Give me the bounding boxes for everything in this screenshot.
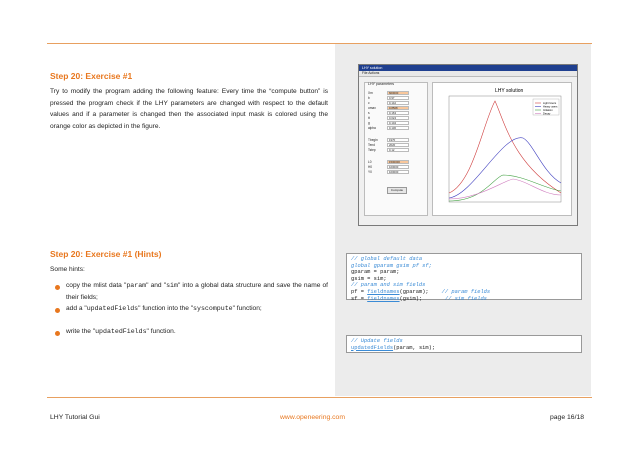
section1-paragraph: Try to modify the program adding the following feature: Every time the “compute button” is pressed the program check if the LHY parameters are changed with respect to the default values and if a parameter is changed then the associated input mask is colored using the orange color as depicted in the figure. <box>50 88 328 130</box>
parameters-panel <box>364 82 428 216</box>
param-label-inits-2: Y0 <box>368 170 372 174</box>
param-label-inits-1: H0 <box>368 165 373 169</box>
param-input-inits-1[interactable]: 100000 <box>387 165 409 169</box>
param-input-params-2[interactable]: 0.142 <box>387 101 409 105</box>
code-block-2: // Update fields updatedFields(param, sim); <box>346 335 582 353</box>
param-input-params-4[interactable]: 0.163 <box>387 111 409 115</box>
bullet-1 <box>55 285 60 290</box>
param-label-params-0: Xm <box>368 91 373 95</box>
param-label-params-1: b <box>368 96 370 100</box>
hints-intro: Some hints: <box>50 266 85 273</box>
param-label-params-3: omax <box>368 106 376 110</box>
footer-rule <box>47 397 592 398</box>
param-input-params-5[interactable]: 0.024 <box>387 116 409 120</box>
param-label-times-0: Tbegin <box>368 138 378 142</box>
param-label-times-1: Tend <box>368 143 375 147</box>
param-input-inits-2[interactable]: 100000 <box>387 170 409 174</box>
param-input-params-7[interactable]: 0.130 <box>387 126 409 130</box>
hint-3: write the "updatedFields" function. <box>66 328 176 335</box>
solution-plot-svg <box>433 83 571 215</box>
param-input-params-0[interactable]: 600000 <box>387 91 409 95</box>
param-label-params-2: c <box>368 101 370 105</box>
code-sim: sim <box>166 282 178 289</box>
param-input-params-1[interactable]: 0.97 <box>387 96 409 100</box>
series-heavy-users <box>449 138 561 198</box>
footer-website-link[interactable]: www.openeering.com <box>280 414 345 421</box>
bullet-2 <box>55 308 60 313</box>
app-window-menu: File Actions <box>359 71 577 77</box>
param-label-params-5: tt <box>368 116 370 120</box>
series-decay <box>449 179 561 199</box>
code-updatedfields-2: updatedFields <box>95 328 147 335</box>
legend-label-2: Initiation <box>543 109 553 112</box>
param-label-inits-0: L0 <box>368 160 372 164</box>
legend-label-3: Decay <box>543 112 551 116</box>
code-param: param <box>126 282 147 289</box>
compute-button[interactable]: Compute <box>387 187 407 194</box>
param-input-inits-0[interactable]: 1500000 <box>387 160 409 164</box>
hint-1: copy the mlist data "param" and "sim" into a global data structure and save the name of their fields; <box>66 282 328 301</box>
code-updatedfields: updatedFields <box>86 305 139 312</box>
param-input-times-0[interactable]: 1970 <box>387 138 409 142</box>
hint-2: add a "updatedFields" function into the "syscompute" function; <box>66 305 262 312</box>
app-window-title: LHY solution <box>359 65 577 71</box>
param-input-params-3[interactable]: 0.8508 <box>387 106 409 110</box>
footer-page-number: page 16/18 <box>550 414 585 421</box>
plot-title: LHY solution <box>495 88 524 94</box>
section1-heading: Step 20: Exercise #1 <box>50 71 133 81</box>
code-syscompute: syscompute <box>193 305 233 312</box>
param-input-times-2[interactable]: 0.12 <box>387 148 409 152</box>
param-input-times-1[interactable]: 2020 <box>387 143 409 147</box>
legend-label-0: Light Users <box>543 102 557 105</box>
section2-heading: Step 20: Exercise #1 (Hints) <box>50 249 162 259</box>
legend-label-1: Heavy users <box>543 105 558 109</box>
param-label-times-2: Tstep <box>368 148 376 152</box>
param-label-params-4: s <box>368 111 370 115</box>
param-label-params-7: alpha <box>368 126 376 130</box>
code-block-1: // global default data global gparam gsim pf sf; gparam = param; gsim = sim; // param and sim fields pf = fieldnames(gparam); // param fields sf = fieldnames(gsim); // sim fields <box>346 253 582 300</box>
bullet-3 <box>55 331 60 336</box>
solution-plot <box>432 82 572 216</box>
parameters-panel-title: LHY parameters <box>368 82 395 86</box>
param-label-params-6: g <box>368 121 370 125</box>
param-input-params-6[interactable]: 0.104 <box>387 121 409 125</box>
footer-title: LHY Tutorial Gui <box>50 414 100 421</box>
